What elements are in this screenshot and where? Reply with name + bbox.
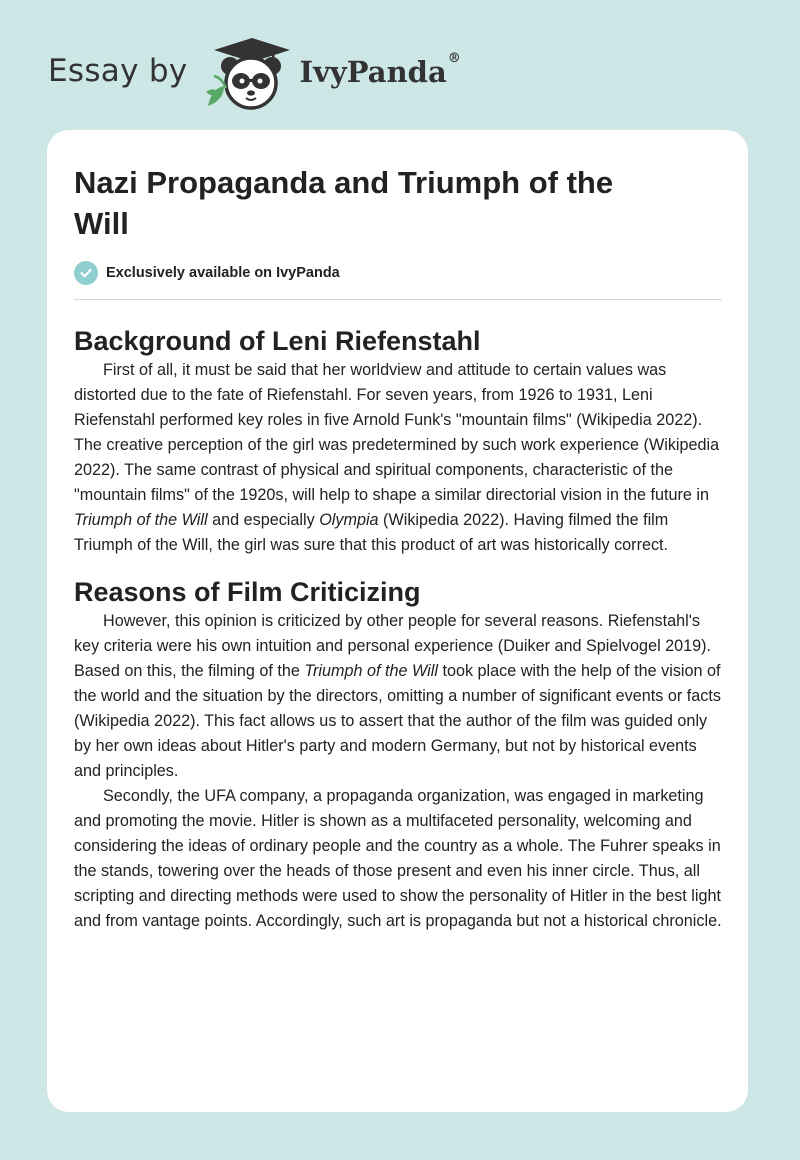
essay-card <box>47 130 748 1112</box>
check-circle-icon <box>74 261 98 285</box>
page-title: Nazi Propaganda and Triumph of the Will <box>74 165 614 241</box>
paragraph: First of all, it must be said that her worldview and attitude to certain values was distorted due to the fate of Riefenstahl. For seven years, from 1926 to 1931, Leni Riefenstahl performed key roles in five Arnold Funk's "mountain films" (Wikipedia 2022). The creative perception of the girl was predetermined by such work experience (Wikipedia 2022). The same contrast of physical and spiritual components, characteristic of the "mountain films" of the 1920s, will help to shape a similar directorial vision in the future in Triumph of the Will and especially Olympia (Wikipedia 2022). Having filmed the film Triumph of the Will, the girl was sure that this product of art was historically correct. <box>74 361 720 554</box>
section-heading-reasons: Reasons of Film Criticizing <box>74 577 421 607</box>
registered-mark: ® <box>447 51 461 66</box>
essay-by-text: Essay by <box>48 53 188 89</box>
brand-name: IvyPanda® <box>299 51 461 89</box>
panda-logo-icon[interactable] <box>202 36 294 112</box>
paragraph: However, this opinion is criticized by other people for several reasons. Riefenstahl's key criteria were his own intuition and personal experience (Duiker and Spielvogel 2019). Based on this, the filming of the Triumph of the Will took place with the help of the vision of the world and the situation by the directors, omitting a number of significant events or facts (Wikipedia 2022). This fact allows us to assert that the author of the film was guided only by her own ideas about Hitler's party and modern Germany, but not by historical events and principles. <box>74 612 721 780</box>
site-header <box>48 36 461 112</box>
section-heading-background: Background of Leni Riefenstahl <box>74 326 481 356</box>
exclusive-label: Exclusively available on IvyPanda <box>106 265 340 281</box>
exclusive-badge <box>74 261 722 300</box>
paragraph: Secondly, the UFA company, a propaganda organization, was engaged in marketing and promoting the movie. Hitler is shown as a multifaceted personality, welcoming and considering the ideas of ordinary people and the country as a whole. The Fuhrer speaks in the stands, towering over the heads of those present and even his inner circle. Thus, all scripting and directing methods were used to show the personality of Hitler in the best light and from vantage points. Accordingly, such art is propaganda but not a historical chronicle. <box>74 787 722 930</box>
